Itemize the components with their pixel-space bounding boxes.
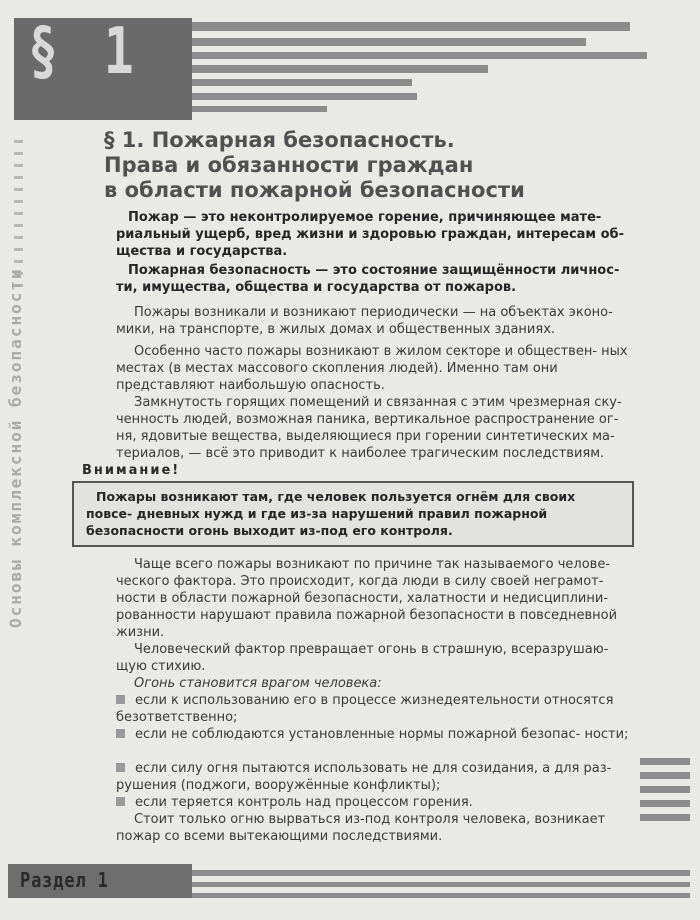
right-stripe (640, 800, 690, 807)
attention-label: Внимание! (78, 463, 186, 478)
paragraph: Человеческий фактор превращает огонь в страшную, всеразрушаю- щую стихию. (116, 642, 609, 674)
section-mark: § 1 (28, 15, 142, 89)
definition-fire-safety: Пожарная безопасность — это состояние защищённости личнос- ти, имущества, общества и государства от пожаров. (116, 263, 620, 295)
header-stripe (192, 79, 412, 86)
definition-fire: Пожар — это неконтролируемое горение, причиняющее мате- риальный ущерб, вред жизни и здоровью граждан, интересам об- щества и государства. (116, 210, 624, 259)
header-stripe (192, 93, 417, 100)
list-item: если не соблюдаются установленные нормы пожарной безопас- ности; (116, 726, 636, 743)
margin-tick (14, 140, 23, 143)
side-title: Основы комплексной безопасности (6, 267, 25, 628)
margin-tick (14, 188, 23, 191)
right-stripe (640, 786, 690, 793)
paragraph: Замкнутость горящих помещений и связанная с этим чрезмерная ску- ченность людей, возможная паника, вертикальное распространение ог- ня, ядовитые вещества, выделяющиеся при горении синтетических ма- териалов, — всё это приводит к наиболее трагическим последствиям. (116, 395, 622, 461)
title-line: в области пожарной безопасности (104, 178, 525, 202)
margin-tick (14, 236, 23, 239)
header-stripe (192, 65, 488, 73)
margin-tick (14, 212, 23, 215)
list-intro: Огонь становится врагом человека: (134, 676, 382, 691)
right-stripe (640, 772, 690, 779)
margin-tick (14, 224, 23, 227)
header-stripe (192, 106, 327, 112)
margin-tick (14, 260, 23, 263)
header-stripe (192, 38, 586, 46)
paragraph: Особенно часто пожары возникают в жилом секторе и обществен- ных местах (в местах массового скопления людей). Именно там они представляют наибольшую опасность. (116, 344, 628, 393)
right-stripe (640, 814, 690, 821)
margin-tick (14, 200, 23, 203)
margin-tick (14, 176, 23, 179)
bullet-square-icon (116, 729, 125, 738)
header-stripe (192, 22, 630, 31)
header-stripe (192, 52, 647, 59)
closing-paragraph: Стоит только огню вырваться из-под контроля человека, возникает пожар со всеми вытекающими последствиями. (116, 812, 606, 844)
list-item: если к использованию его в процессе жизнедеятельности относятся безответственно; (116, 693, 614, 725)
page-title (104, 128, 624, 203)
bullet-square-icon (116, 695, 125, 704)
footer-stripe (192, 882, 690, 887)
right-stripe (640, 758, 690, 765)
footer-stripe (192, 893, 690, 898)
paragraph: Пожары возникали и возникают периодически — на объектах эконо- мики, на транспорте, в жилых домах и общественных зданиях. (116, 305, 613, 337)
footer-section-label: Раздел 1 (20, 868, 109, 892)
paragraph: Чаще всего пожары возникают по причине так называемого челове- ческого фактора. Это происходит, когда люди в силу своей неграмот- ности в области пожарной безопасности, халатности и недисциплини- рованности нарушают правила пожарной безопасности в повседневной жизни. (116, 557, 618, 640)
title-line: Права и обязанности граждан (104, 153, 474, 177)
bullet-square-icon (116, 797, 125, 806)
list-item: если теряется контроль над процессом горения. (116, 794, 636, 811)
title-line: § 1. Пожарная безопасность. (104, 128, 455, 152)
attention-text: Пожары возникают там, где человек пользуется огнём для своих повсе- дневных нужд и где из-за нарушений правил пожарной безопасности огонь выходит из-под его контроля. (86, 489, 576, 538)
bullet-square-icon (116, 763, 125, 772)
footer-stripe (192, 870, 690, 876)
margin-tick (14, 164, 23, 167)
margin-tick (14, 248, 23, 251)
list-item: если силу огня пытаются использовать не для созидания, а для раз- рушения (поджоги, вооружённые конфликты); (116, 761, 612, 793)
margin-tick (14, 152, 23, 155)
